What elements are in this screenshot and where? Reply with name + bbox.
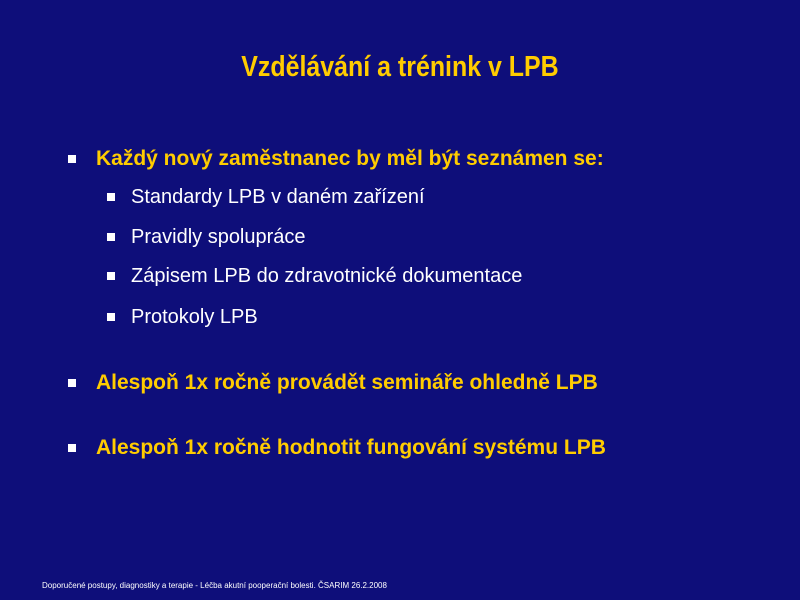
sub-bullet-item bbox=[107, 262, 522, 290]
slide-footer: Doporučené postupy, diagnostiky a terapie - Léčba akutní pooperační bolesti. ČSARIM 26.2.2008 bbox=[42, 581, 387, 590]
bullet-text: Alespoň 1x ročně provádět semináře ohledně LPB bbox=[96, 371, 598, 394]
sub-bullet-item bbox=[107, 223, 306, 251]
sub-bullet-item bbox=[107, 183, 425, 211]
slide-title: Vzdělávání a trénink v LPB bbox=[241, 51, 559, 83]
square-bullet-icon bbox=[107, 313, 115, 321]
square-bullet-icon bbox=[68, 155, 76, 163]
sub-bullet-item bbox=[107, 303, 258, 331]
square-bullet-icon bbox=[68, 444, 76, 452]
sub-bullet-text: Standardy LPB v daném zařízení bbox=[131, 186, 425, 208]
square-bullet-icon bbox=[68, 379, 76, 387]
bullet-item bbox=[68, 369, 598, 397]
bullet-item bbox=[68, 145, 604, 173]
sub-bullet-text: Protokoly LPB bbox=[131, 306, 258, 328]
square-bullet-icon bbox=[107, 233, 115, 241]
sub-bullet-text: Pravidly spolupráce bbox=[131, 226, 306, 248]
sub-bullet-text: Zápisem LPB do zdravotnické dokumentace bbox=[131, 265, 523, 287]
bullet-item bbox=[68, 434, 606, 462]
square-bullet-icon bbox=[107, 272, 115, 280]
square-bullet-icon bbox=[107, 193, 115, 201]
bullet-text: Alespoň 1x ročně hodnotit fungování systému LPB bbox=[96, 436, 606, 459]
bullet-text: Každý nový zaměstnanec by měl být seznámen se: bbox=[96, 147, 604, 170]
